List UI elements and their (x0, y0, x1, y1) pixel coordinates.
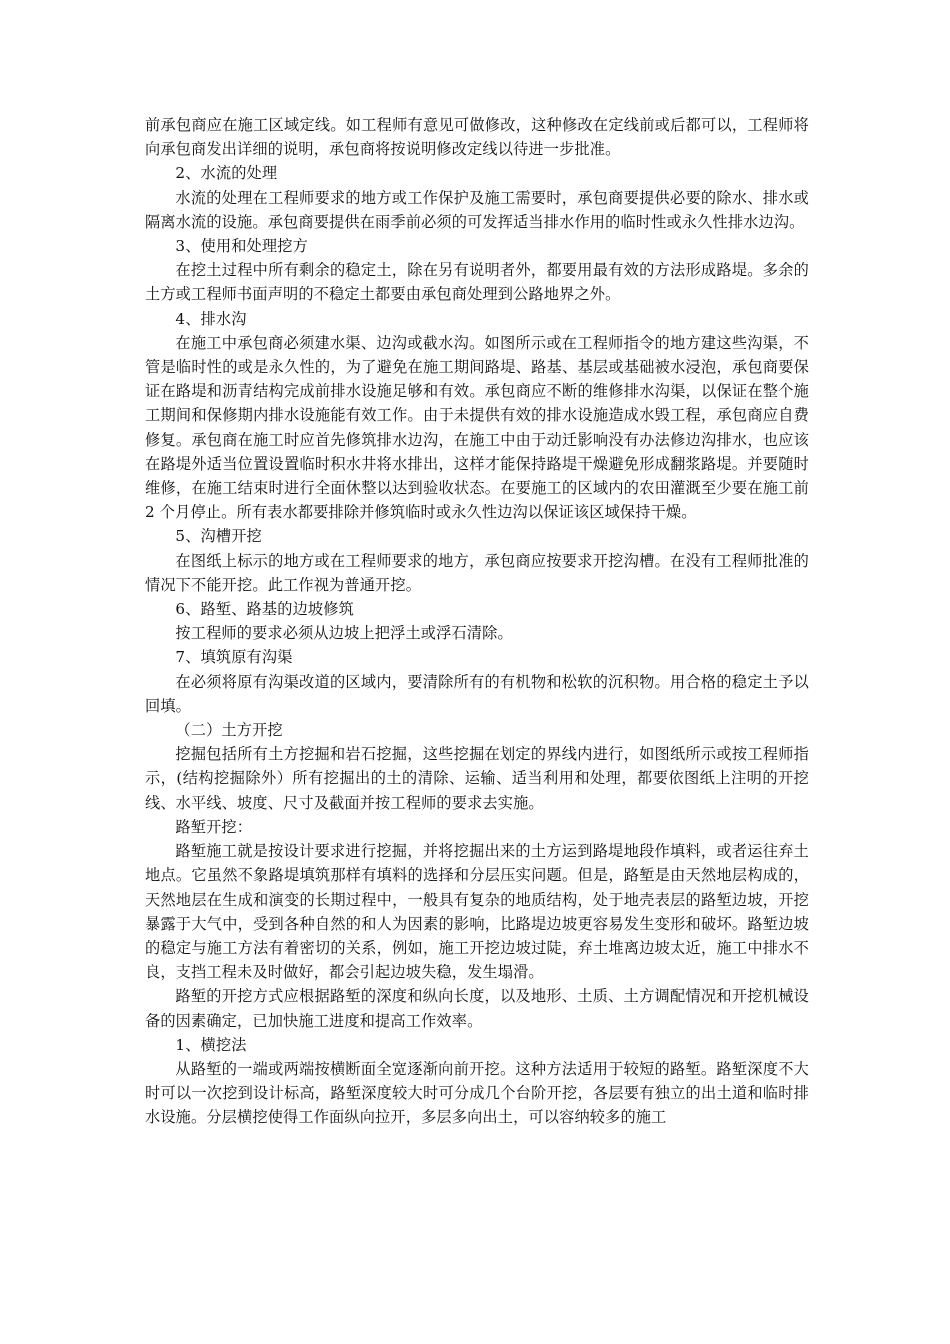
paragraph: 按工程师的要求必须从边坡上把浮土或浮石清除。 (175, 624, 513, 643)
paragraph: 水流的处理在工程师要求的地方或工作保护及施工需要时，承包商要提供必要的除水、排水或隔离水流的设施。承包商要提供在雨季前必须的可发挥适当排水作用的临时性或永久性排水边沟。 (145, 188, 809, 231)
section-heading: 3、使用和处理挖方 (175, 237, 308, 256)
section-heading: 6、路堑、路基的边坡修筑 (175, 600, 354, 619)
section-heading: 路堑开挖： (175, 817, 253, 836)
paragraph: 在必须将原有沟渠改道的区域内，要清除所有的有机物和松软的沉积物。用合格的稳定土予以回填。 (145, 672, 809, 715)
paragraph: 在施工中承包商必须建水渠、边沟或截水沟。如图所示或在工程师指令的地方建这些沟渠，不管是临时性的或是永久性的，为了避免在施工期间路堤、路基、基层或基础被水浸泡，承包商要保证在路堤和沥青结构完成前排水设施足够和有效。承包商应不断的维修排水沟渠，以保证在整个施工期间和保修期内排水设施能有效工作。由于未提供有效的排水设施造成水毁工程，承包商应自费修复。承包商在施工时应首先修筑排水边沟，在施工中由于动迁影响没有办法修边沟排水，也应该在路堤外适当位置设置临时积水井将水排出，这样才能保持路堤干燥避免形成翻浆路堤。并要随时维修，在施工结束时进行全面休整以达到验收状态。在要施工的区域内的农田灌溉至少要在施工前 2 个月停止。所有表水都要排除并修筑临时或永久性边沟以保证该区域保持干燥。 (145, 333, 809, 522)
paragraph: 路堑的开挖方式应根据路堑的深度和纵向长度，以及地形、土质、土方调配情况和开挖机械设备的因素确定，已加快施工进度和提高工作效率。 (145, 987, 809, 1030)
section-heading: 4、排水沟 (175, 309, 247, 328)
section-heading: 5、沟槽开挖 (175, 527, 262, 546)
paragraph: 在挖土过程中所有剩余的稳定土，除在另有说明者外，都要用最有效的方法形成路堤。多余的土方或工程师书面声明的不稳定土都要由承包商处理到公路地界之外。 (145, 261, 809, 304)
paragraph: 路堑施工就是按设计要求进行挖掘，并将挖掘出来的土方运到路堤地段作填料，或者运往弃土地点。它虽然不象路堤填筑那样有填料的选择和分层压实问题。但是，路堑是由天然地层构成的，天然地层在生成和演变的长期过程中，一般具有复杂的地质结构，处于地壳表层的路堑边坡，开挖暴露于大气中，受到各种自然的和人为因素的影响，比路堤边坡更容易发生变形和破坏。路堑边坡的稳定与施工方法有着密切的关系，例如，施工开挖边坡过陡，弃土堆离边坡太近，施工中排水不良，支挡工程未及时做好，都会引起边坡失稳，发生塌滑。 (145, 842, 809, 982)
chapter-heading: （二）土方开挖 (175, 721, 283, 740)
section-heading: 7、填筑原有沟渠 (175, 648, 293, 667)
paragraph: 在图纸上标示的地方或在工程师要求的地方，承包商应按要求开挖沟槽。在没有工程师批准的情况下不能开挖。此工作视为普通开挖。 (145, 551, 809, 594)
section-heading: 1、横挖法 (175, 1035, 247, 1054)
paragraph: 从路堑的一端或两端按横断面全宽逐渐向前开挖。这种方法适用于较短的路堑。路堑深度不大时可以一次挖到设计标高，路堑深度较大时可分成几个台阶开挖，各层要有独立的出土道和临时排水设施。分层横挖使得工作面纵向拉开，多层多向出土，可以容纳较多的施工 (145, 1059, 809, 1127)
paragraph: 前承包商应在施工区域定线。如工程师有意见可做修改，这种修改在定线前或后都可以，工程师将向承包商发出详细的说明，承包商将按说明修改定线以待进一步批准。 (145, 116, 809, 159)
document-body (145, 113, 809, 1130)
paragraph: 挖掘包括所有土方挖掘和岩石挖掘，这些挖掘在划定的界线内进行，如图纸所示或按工程师指示，(结构挖掘除外）所有挖掘出的土的清除、运输、适当利用和处理，都要依图纸上注明的开挖线、水平线、坡度、尺寸及截面并按工程师的要求去实施。 (145, 745, 809, 812)
section-heading: 2、水流的处理 (175, 164, 278, 183)
